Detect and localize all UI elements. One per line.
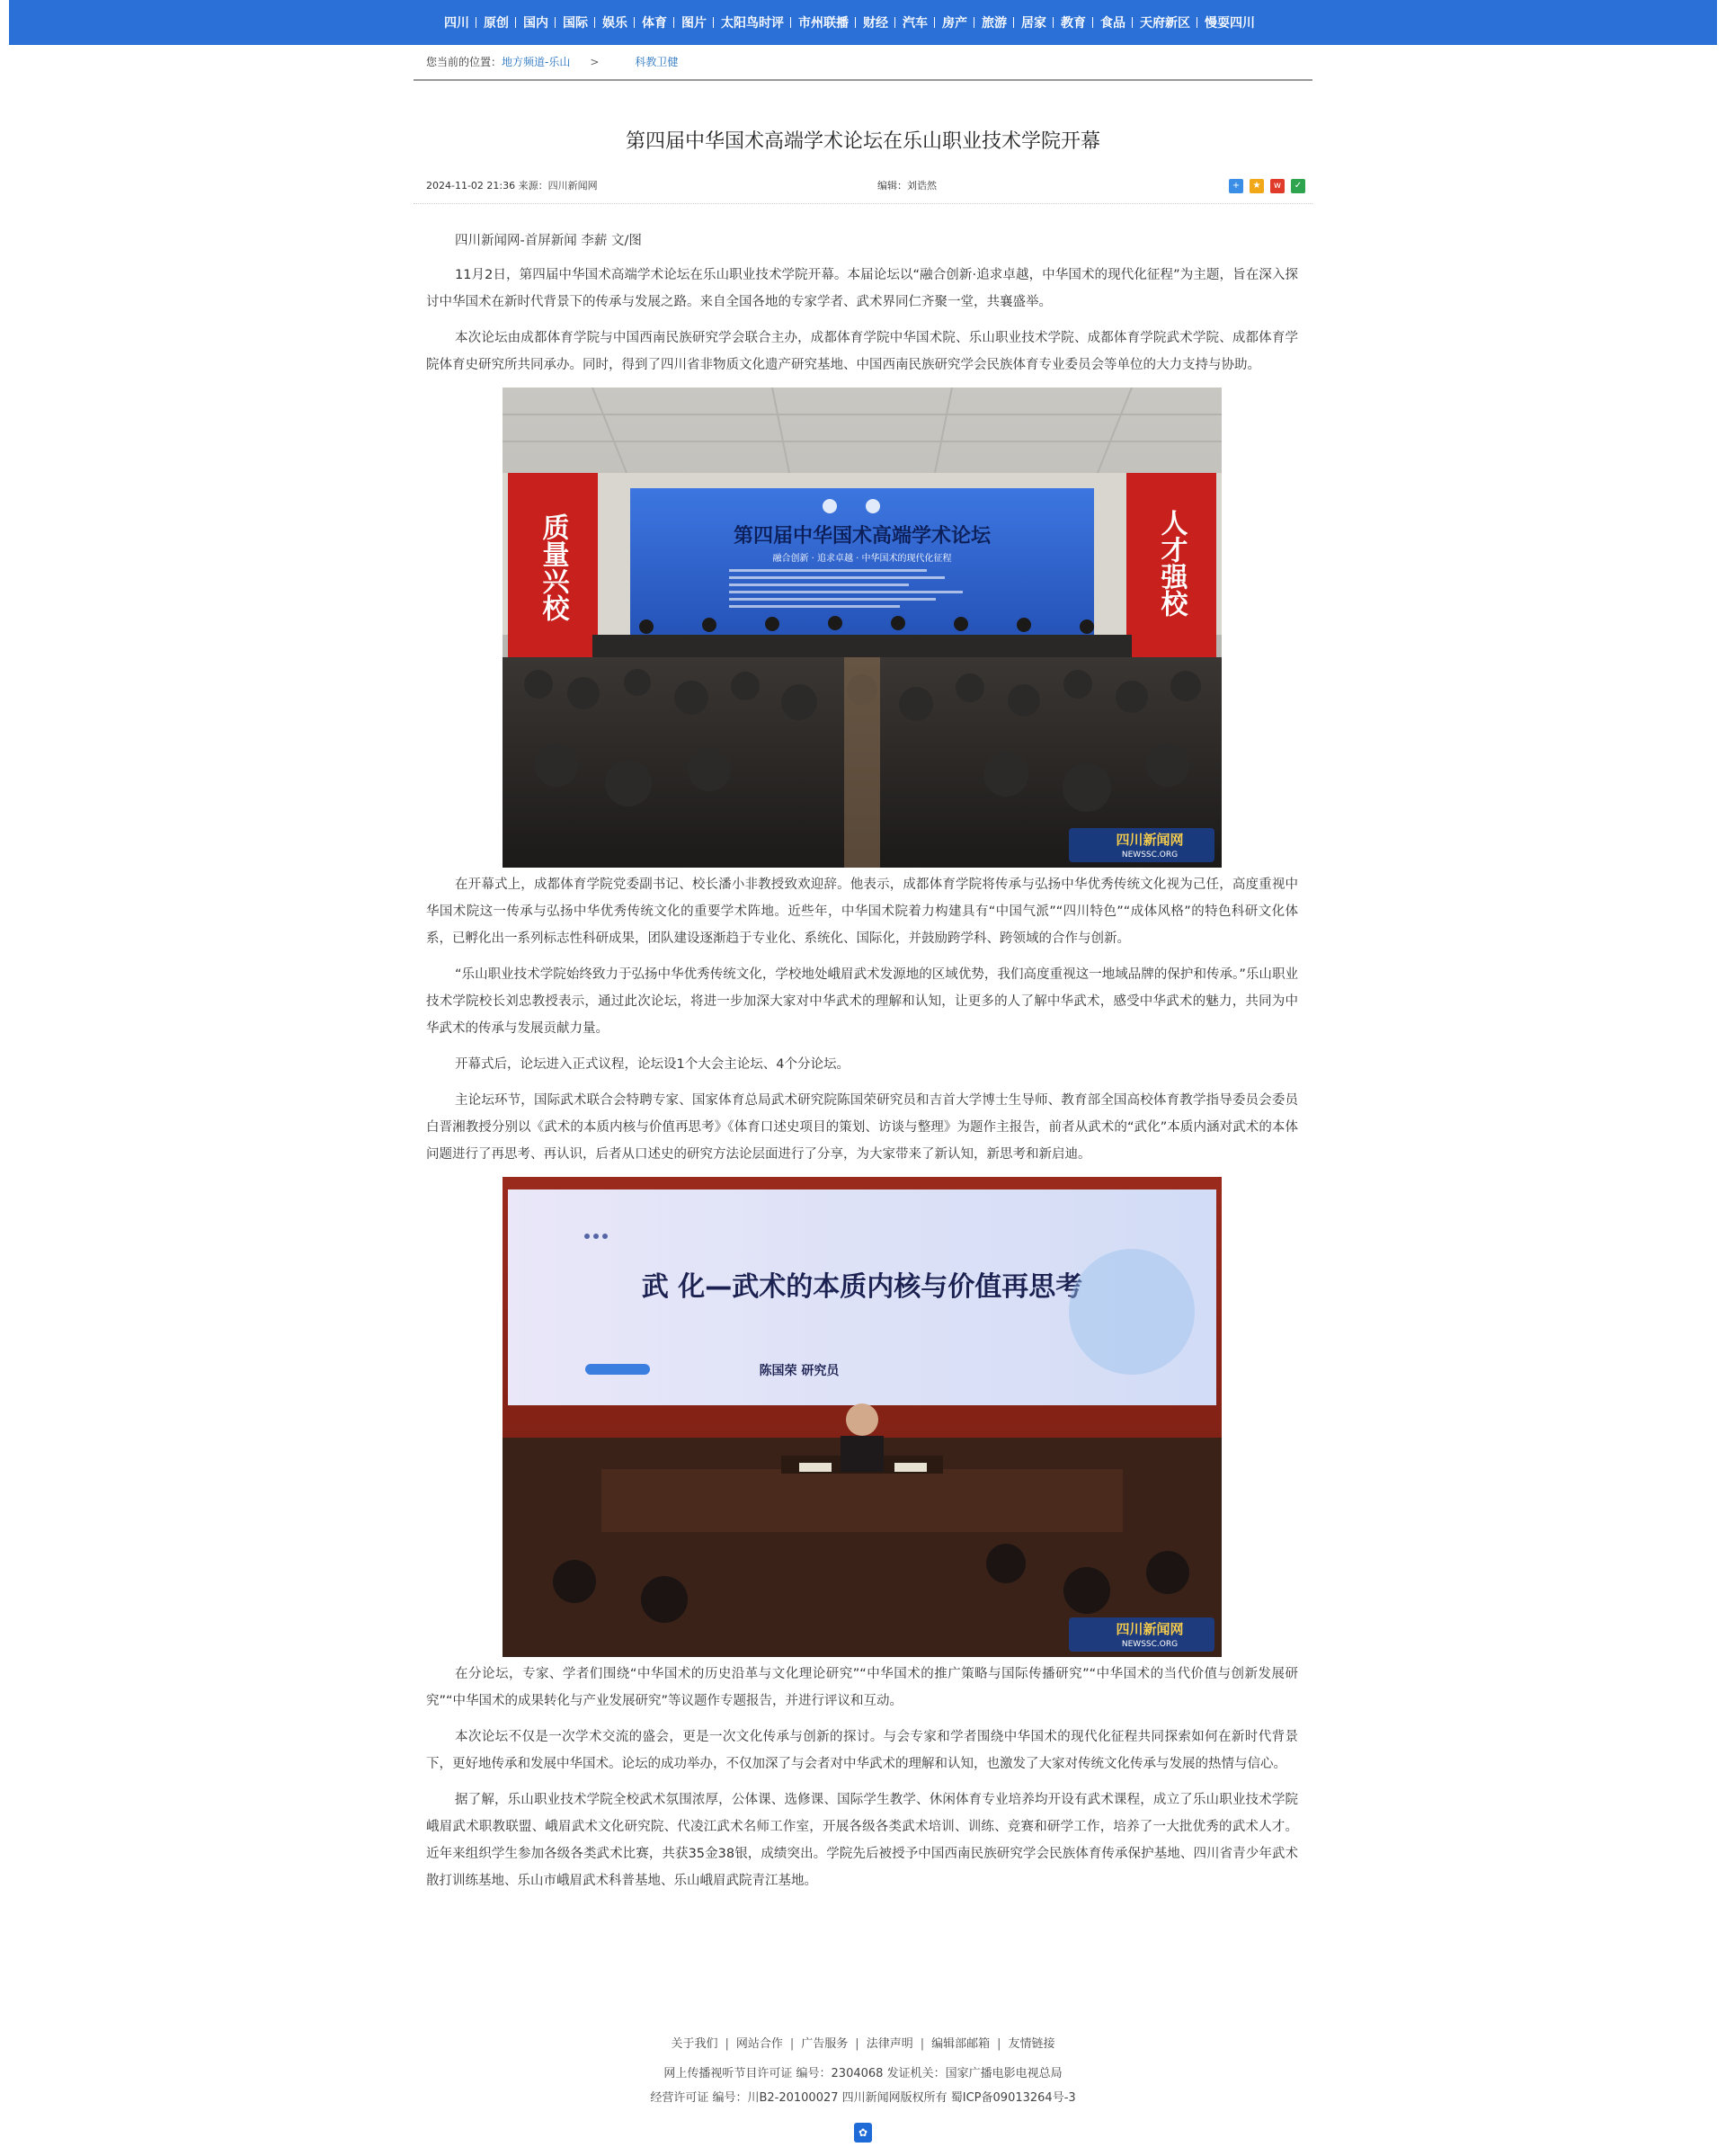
paragraph: 主论坛环节，国际武术联合会特聘专家、国家体育总局武术研究院陈国荣研究员和吉首大学博士生导师、教育部全国高校体育教学指导委员会委员白晋湘教授分别以《武术的本质内核与价值再思考》《体育口述史项目的策划、访谈与整理》为题作主报告，前者从武术的“武化”本质内涵对武术的本体问题进行了再思考、再认识，后者从口述史的研究方法论层面进行了分享，为大家带来了新认知，新思考和新启迪。 (426, 1093, 1298, 1162)
footer-license: 网上传播视听节目许可证 编号：2304068 发证机关：国家广播电影电视总局 (663, 2067, 1063, 2080)
watermark-text: 四川新闻网 (1116, 1621, 1184, 1637)
screen2-subtitle: 陈国荣 研究员 (759, 1364, 840, 1378)
nav-item-original[interactable]: 原创 (476, 13, 516, 31)
breadcrumb-sub-link[interactable]: 科教卫健 (635, 56, 679, 68)
breadcrumb (414, 45, 1312, 81)
breadcrumb-prefix: 您当前的位置： (426, 56, 503, 68)
share-qzone-icon[interactable]: ★ (1250, 179, 1264, 193)
screen2-title: 武 化—武术的本质内核与价值再思考 (641, 1271, 1083, 1303)
nav-item-food[interactable]: 食品 (1093, 13, 1133, 31)
watermark-text: 四川新闻网 (1116, 832, 1184, 848)
paragraph: 本次论坛由成都体育学院与中国西南民族研究学会联合主办，成都体育学院中华国术院、乐山职业技术学院、成都体育学院武术学院、成都体育学院体育史研究所共同承办。同时，得到了四川省非物质文化遗产研究基地、中国西南民族研究学会民族体育专业委员会等单位的大力支持与协助。 (426, 331, 1298, 372)
chevron-right-icon: > (590, 56, 600, 68)
paragraph: “乐山职业技术学院始终致力于弘扬中华优秀传统文化，学校地处峨眉武术发源地的区域优势，我们高度重视这一地域品牌的保护和传承。”乐山职业技术学院校长刘忠教授表示，通过此次论坛，将进一步加深大家对中华武术的理解和认知，让更多的人了解中华武术，感受中华武术的魅力，共同为中华武术的传承与发展贡献力量。 (426, 967, 1298, 1036)
nav-item-domestic[interactable]: 国内 (516, 13, 556, 31)
channel-nav (437, 0, 1262, 45)
article-meta (414, 169, 1312, 204)
paw-badge-icon[interactable]: ✿ (854, 2123, 872, 2143)
banner-left-text: 质量兴校 (537, 513, 569, 621)
nav-item-entertainment[interactable]: 娱乐 (595, 13, 635, 31)
nav-item-sichuan[interactable]: 四川 (437, 13, 476, 31)
footer-links (0, 2034, 1726, 2051)
share-plus-icon[interactable]: + (1229, 179, 1243, 193)
screen1-title: 第四届中华国术高端学术论坛 (733, 525, 992, 548)
paragraph: 在分论坛，专家、学者们围绕“中华国术的历史沿革与文化理论研究”“中华国术的推广策略与国际传播研究”“中华国术的当代价值与创新发展研究”“中华国术的成果转化与产业发展研究”等议题作专题报告，并进行评议和互动。 (426, 1667, 1298, 1708)
watermark-en-text: NEWSSC.ORG (1121, 851, 1179, 860)
article-date-source: 2024-11-02 21:36 来源：四川新闻网 (426, 180, 598, 192)
paragraph: 11月2日，第四届中华国术高端学术论坛在乐山职业技术学院开幕。本届论坛以“融合创新·追求卓越，中华国术的现代化征程”为主题，旨在深入探讨中华国术在新时代背景下的传承与发展之路。来自全国各地的专家学者、武术界同仁齐聚一堂，共襄盛举。 (426, 268, 1298, 309)
photo-keynote-speech (503, 1177, 1222, 1657)
footer-icp: 经营许可证 编号：川B2-20100027 四川新闻网版权所有 蜀ICP备09013264号-3 (650, 2091, 1076, 2105)
nav-item-travel[interactable]: 旅游 (974, 13, 1014, 31)
footer-link-editor-mail[interactable]: 编辑部邮箱 (931, 2037, 991, 2051)
article-byline: 四川新闻网-首屏新闻 李薪 文/图 (455, 234, 642, 248)
nav-item-education[interactable]: 教育 (1054, 13, 1093, 31)
watermark-en-text: NEWSSC.ORG (1121, 1640, 1179, 1649)
nav-item-realestate[interactable]: 房产 (935, 13, 974, 31)
breadcrumb-section-link[interactable]: 地方频道-乐山 (502, 56, 571, 68)
footer-link-cooperation[interactable]: 网站合作 (735, 2037, 783, 2051)
footer-divider: | (920, 2037, 925, 2051)
paragraph: 在开幕式上，成都体育学院党委副书记、校长潘小非教授致欢迎辞。他表示，成都体育学院将传承与弘扬中华优秀传统文化视为己任，高度重视中华国术院这一传承与弘扬中华优秀传统文化的重要学术阵地。近些年，中华国术院着力构建具有“中国气派”“四川特色”“成体风格”的特色科研文化体系，已孵化出一系列标志性科研成果，团队建设逐渐趋于专业化、系统化、国际化，并鼓励跨学科、跨领域的合作与创新。 (426, 878, 1298, 946)
footer-divider: | (725, 2037, 729, 2051)
site-footer (0, 2034, 1726, 2143)
paragraph: 开幕式后，论坛进入正式议程，论坛设1个大会主论坛、4个分论坛。 (455, 1057, 850, 1072)
footer-link-legal[interactable]: 法律声明 (866, 2037, 913, 2051)
footer-divider: | (997, 2037, 1001, 2051)
top-nav-bar (9, 0, 1717, 45)
nav-item-auto[interactable]: 汽车 (895, 13, 935, 31)
nav-item-commentary[interactable]: 太阳鸟时评 (714, 13, 791, 31)
share-weibo-icon[interactable]: w (1270, 179, 1285, 193)
article-body (414, 204, 1312, 1894)
screen1-subtitle: 融合创新 · 追求卓越 · 中华国术的现代化征程 (772, 554, 952, 564)
footer-divider: | (789, 2037, 795, 2051)
footer-link-about[interactable]: 关于我们 (671, 2037, 718, 2051)
footer-divider: | (855, 2037, 859, 2051)
nav-item-sports[interactable]: 体育 (635, 13, 674, 31)
nav-item-home[interactable]: 居家 (1014, 13, 1054, 31)
paragraph: 据了解，乐山职业技术学院全校武术氛围浓厚，公体课、选修课、国际学生教学、休闲体育专业培养均开设有武术课程，成立了乐山职业技术学院峨眉武术职教联盟、峨眉武术文化研究院、代凌江武术名师工作室，开展各级各类武术培训、训练、竞赛和研学工作，培养了一大批优秀的武术人才。近年来组织学生参加各级各类武术比赛，共获35金38银，成绩突出。学院先后被授予中国西南民族研究学会民族体育传承保护基地、四川省青少年武术散打训练基地、乐山市峨眉武术科普基地、乐山峨眉武院青江基地。 (426, 1793, 1298, 1888)
nav-item-slow-sichuan[interactable]: 慢耍四川 (1205, 16, 1255, 31)
share-wechat-icon[interactable]: ✓ (1291, 179, 1305, 193)
footer-link-ads[interactable]: 广告服务 (801, 2037, 849, 2051)
nav-item-cities[interactable]: 市州联播 (791, 13, 856, 31)
nav-item-pictures[interactable]: 图片 (674, 13, 714, 31)
footer-link-friends[interactable]: 友情链接 (1008, 2037, 1055, 2051)
share-bar (1229, 179, 1305, 193)
paragraph: 本次论坛不仅是一次学术交流的盛会，更是一次文化传承与创新的探讨。与会专家和学者围绕中华国术的现代化征程共同探索如何在新时代背景下，更好地传承和发展中华国术。论坛的成功举办，不仅加深了与会者对中华武术的理解和认知，也激发了大家对传统文化传承与发展的热情与信心。 (426, 1730, 1298, 1771)
article-editor: 编辑：刘诰然 (877, 180, 937, 192)
banner-right-text: 人才强校 (1155, 509, 1188, 617)
nav-item-international[interactable]: 国际 (556, 13, 595, 31)
article-title: 第四届中华国术高端学术论坛在乐山职业技术学院开幕 (625, 130, 1100, 153)
nav-item-finance[interactable]: 财经 (856, 13, 895, 31)
nav-item-tianfu[interactable]: 天府新区 (1133, 13, 1197, 31)
photo-opening-ceremony (503, 388, 1222, 868)
content-column (414, 45, 1312, 1903)
